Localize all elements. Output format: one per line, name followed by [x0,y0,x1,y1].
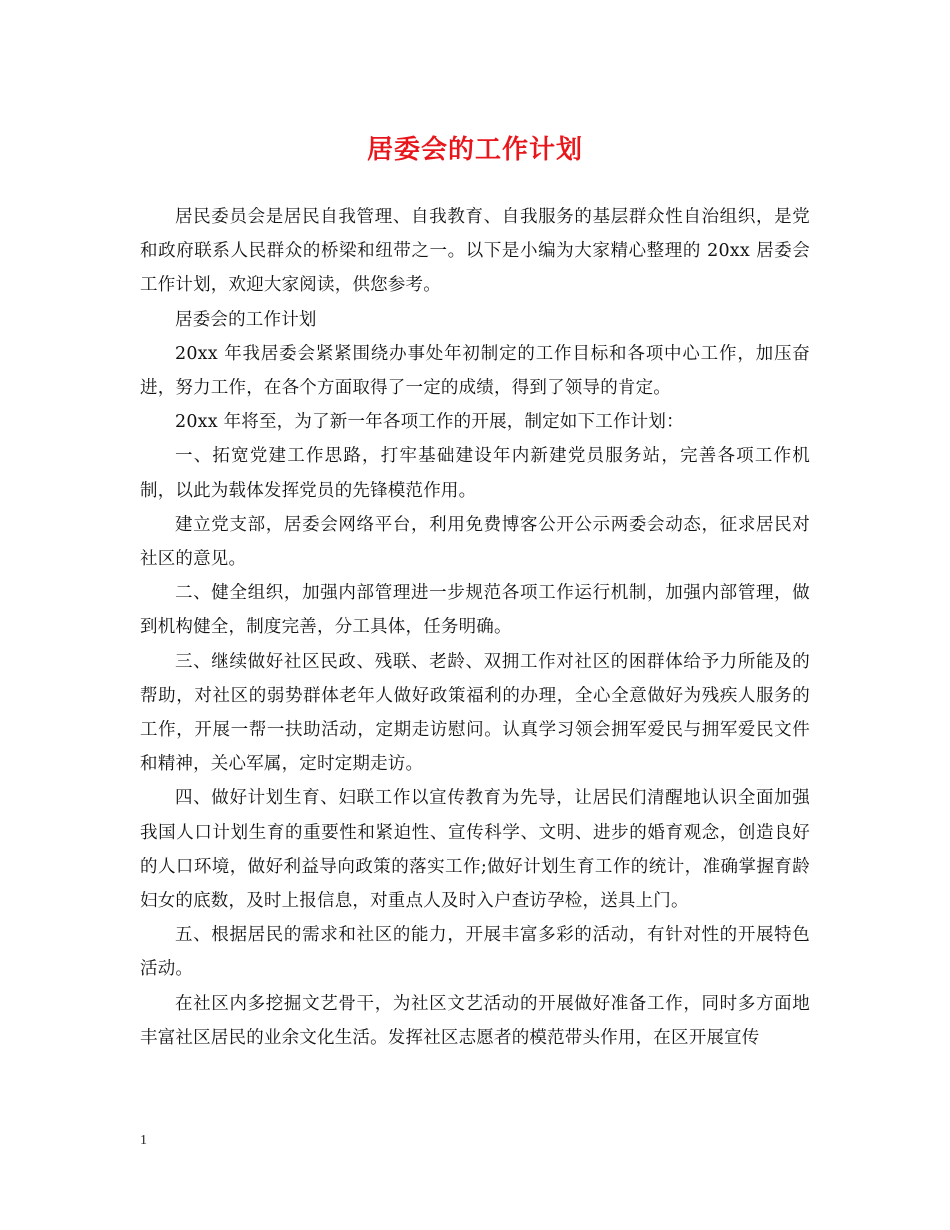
paragraph: 20xx 年我居委会紧紧围绕办事处年初制定的工作目标和各项中心工作，加压奋进，努力工作，在各个方面取得了一定的成绩，得到了领导的肯定。 [140,343,810,399]
paragraph: 一、拓宽党建工作思路，打牢基础建设年内新建党员服务站，完善各项工作机制，以此为载体发挥党员的先锋模范作用。 [140,446,810,501]
paragraph: 居委会的工作计划 [175,309,317,330]
paragraph: 五、根据居民的需求和社区的能力，开展丰富多彩的活动，有针对性的开展特色活动。 [140,925,810,980]
page-number: 1 [140,1133,147,1148]
paragraph: 四、做好计划生育、妇联工作以宣传教育为先导，让居民们清醒地认识全面加强我国人口计划生育的重要性和紧迫性、宣传科学、文明、进步的婚育观念，创造良好的人口环境，做好利益导向政策的落实工作;做好计划生育工作的统计，准确掌握育龄妇女的底数，及时上报信息，对重点人及时入户查访孕检，送具上门。 [140,788,810,912]
paragraph: 在社区内多挖掘文艺骨干，为社区文艺活动的开展做好准备工作，同时多方面地丰富社区居民的业余文化生活。发挥社区志愿者的模范带头作用，在区开展宣传 [140,993,810,1048]
paragraph: 三、继续做好社区民政、残联、老龄、双拥工作对社区的困群体给予力所能及的帮助，对社区的弱势群体老年人做好政策福利的办理，全心全意做好为残疾人服务的工作，开展一帮一扶助活动，定期走访慰问。认真学习领会拥军爱民与拥军爱民文件和精神，关心军属，定时定期走访。 [140,651,810,775]
paragraph: 二、健全组织，加强内部管理进一步规范各项工作运行机制，加强内部管理，做到机构健全，制度完善，分工具体，任务明确。 [140,583,810,638]
paragraph: 20xx 年将至，为了新一年各项工作的开展，制定如下工作计划： [175,412,684,433]
paragraph: 建立党支部，居委会网络平台，利用免费博客公开公示两委会动态，征求居民对社区的意见。 [140,514,810,570]
document-title: 居委会的工作计划 [366,135,583,165]
document-body [140,200,810,1055]
paragraph: 居民委员会是居民自我管理、自我教育、自我服务的基层群众性自治组织，是党和政府联系人民群众的桥梁和纽带之一。以下是小编为大家精心整理的 20xx 居委会工作计划，欢迎大家阅读，供您参考。 [140,207,810,296]
